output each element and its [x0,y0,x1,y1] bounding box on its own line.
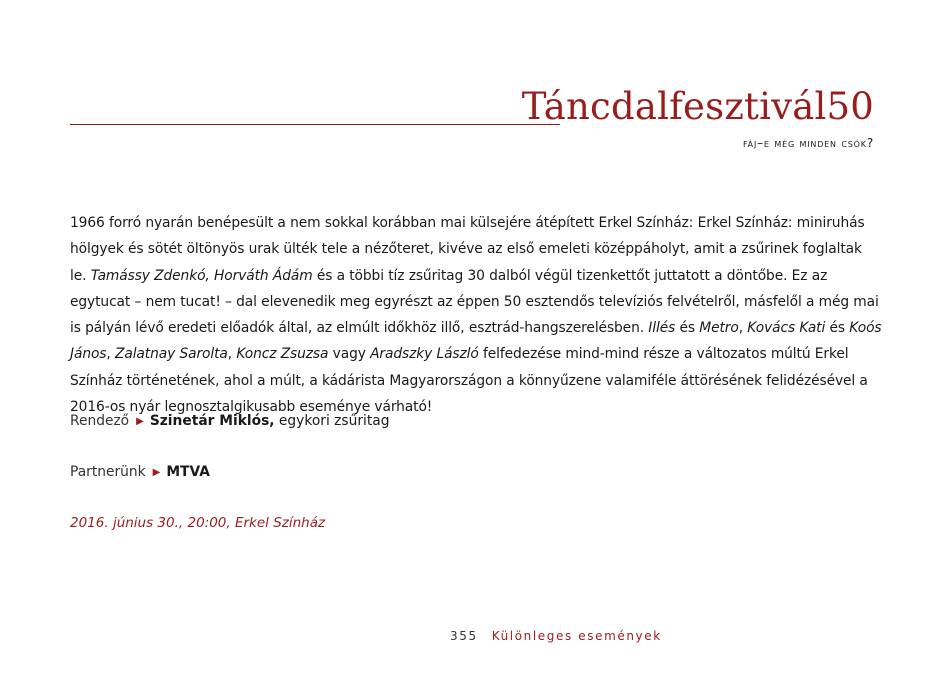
event-date-location: 2016. június 30., 20:00, Erkel Színház [70,515,326,531]
arrow-right-icon: ▶ [136,416,144,427]
performer-name: Metro [699,320,739,337]
body-text-2: és a többi tíz zsűritag 30 dalból végül tizenkettőt juttatott a döntőbe. Ez az egytucat – nem tucat! – dal elevenedik meg egyrészt az éppen 50 esztendős televíziós felvételről, másfelől a még mai is pályán lévő eredeti előadók által, az elmúlt időkhöz illő, esztrád-hangszerelésben. [70,267,879,337]
page-number: 355 [450,629,478,643]
separator: , [106,346,115,363]
performer-name: Aradszky László [370,346,479,363]
body-text-4: felfedezése mind-mind része a változatos múltú Erkel Színház történetének, ahol a múlt, a kádárista Magyarországon a könnyűzene valamiféle áttörésének felidézésével a 2016-os nyár legnosztalgikusabb eseménye várható! [70,346,868,416]
conjunction: és [675,320,700,337]
director-label: Rendező [70,413,130,429]
arrow-right-icon: ▶ [152,467,161,478]
performer-name: Kovács Kati [747,320,826,337]
director-credit [70,413,389,429]
partner-label: Partnerünk [70,464,146,480]
performer-name: Zalatnay Sarolta [114,346,228,363]
conjunction: és [825,320,850,337]
director-note: egykori zsűritag [274,413,390,429]
director-name: Szinetár Miklós, [149,413,275,429]
jury-names: Tamássy Zdenkó, Horváth Ádám [90,267,313,284]
performer-name: Illés [648,320,676,337]
intro-text: 1966 forró nyarán benépesült a nem sokkal korábban mai külsejére átépített Erkel Színház: Erkel Színház: miniruhás hölgyek és sötét öltönyös urak ülték tele a nézőteret, kivéve az első emeleti középpáholyt, amit a zsűrinek foglaltak le. [70,215,865,284]
page-title: Táncdalfesztivál50 [521,85,874,128]
performer-name: Koós János [70,320,882,363]
page-subtitle: fáj–e még minden csók? [743,136,874,150]
separator: , [227,346,237,363]
partner-credit [70,464,210,480]
separator: , [738,320,748,337]
title-rule [70,124,560,125]
partner-name: MTVA [166,464,210,480]
body-text-3: vagy [328,346,371,363]
description-paragraph [70,210,882,420]
performer-name: Koncz Zsuzsa [236,346,329,363]
page-footer [450,629,662,643]
section-title: Különleges események [491,629,662,643]
